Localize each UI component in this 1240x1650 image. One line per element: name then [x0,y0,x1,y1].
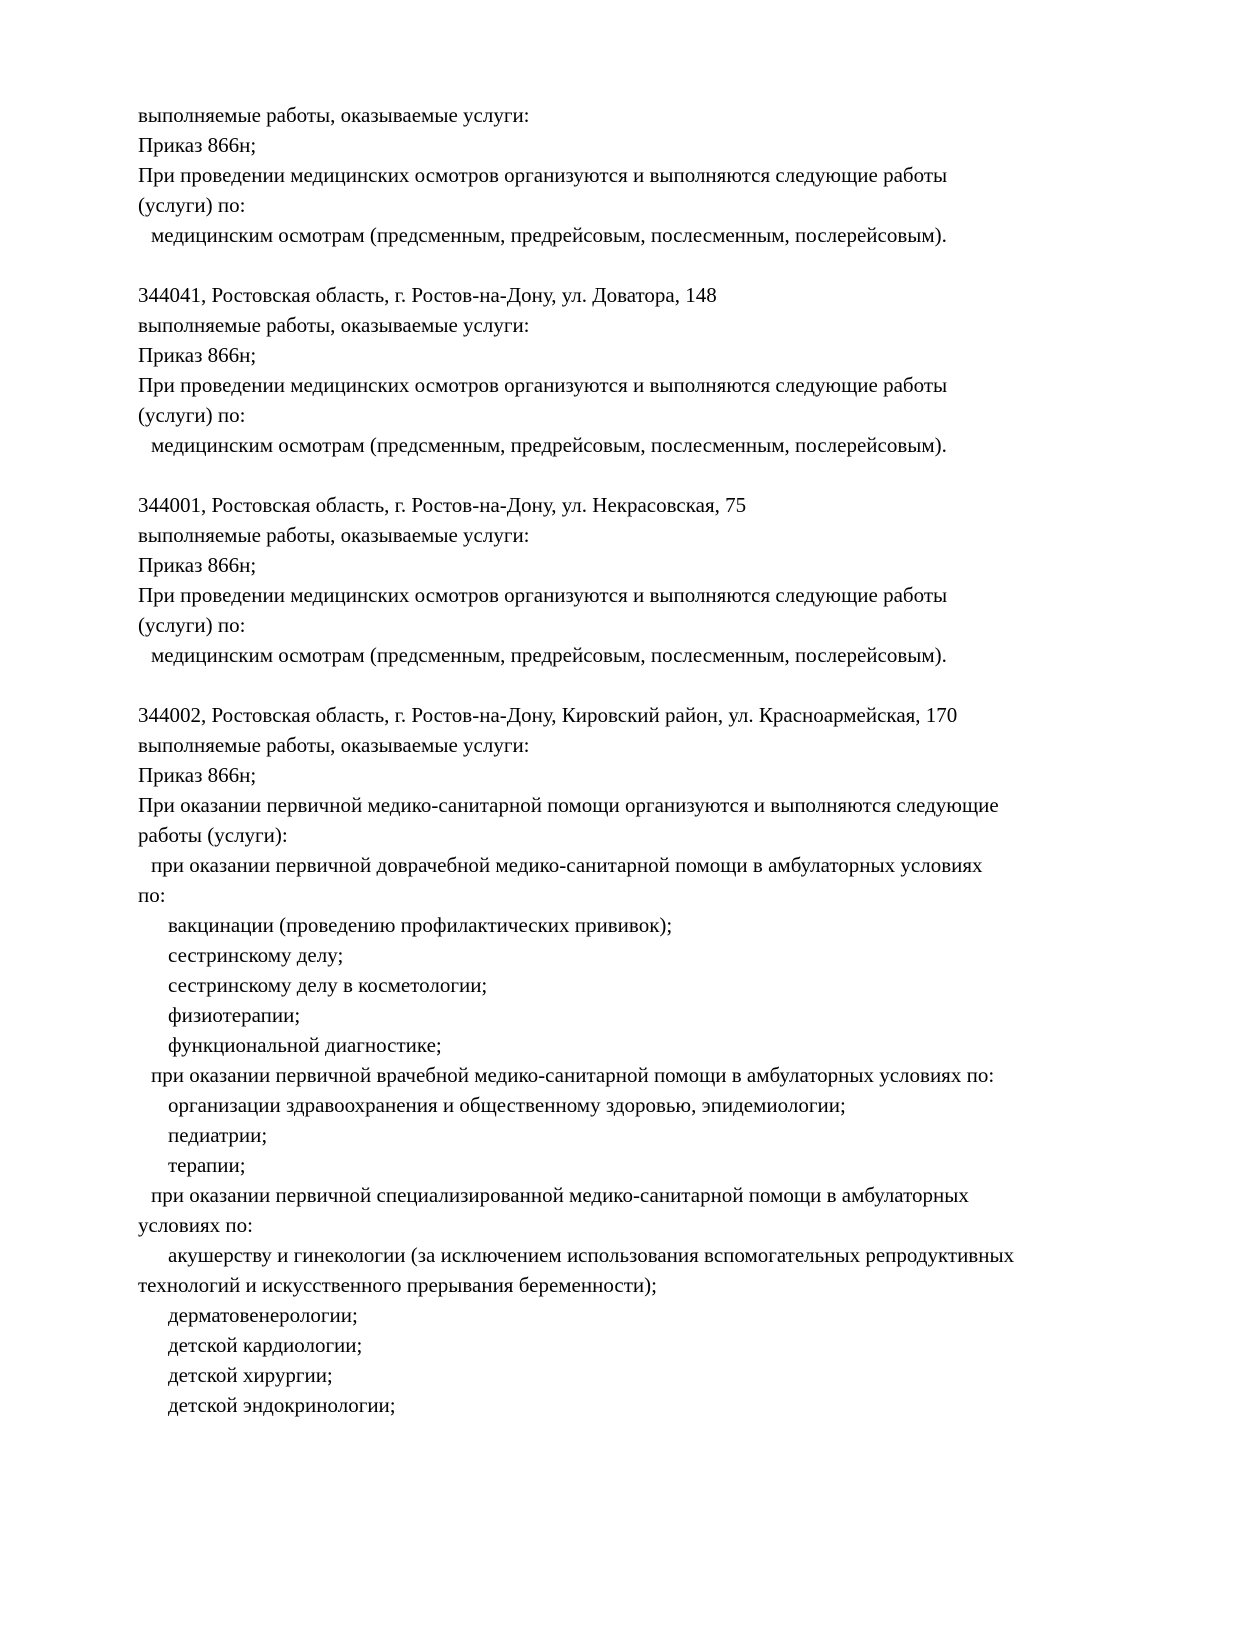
text-line: детской хирургии; [168,1363,333,1387]
text-line: сестринскому делу; [168,943,344,967]
text-line: технологий и искусственного прерывания беременности); [138,1273,657,1297]
text-line: физиотерапии; [168,1003,301,1027]
text-line: медицинским осмотрам (предсменным, предрейсовым, послесменным, послерейсовым). [151,223,947,247]
text-line: при оказании первичной специализированной медико-санитарной помощи в амбулаторных [151,1183,969,1207]
text-line: при оказании первичной врачебной медико-санитарной помощи в амбулаторных условиях по: [151,1063,995,1087]
text-line: 344041, Ростовская область, г. Ростов-на-Дону, ул. Доватора, 148 [138,283,717,307]
text-line: акушерству и гинекологии (за исключением использования вспомогательных репродуктивных [168,1243,1015,1267]
text-line: (услуги) по: [138,613,246,637]
text-line: (услуги) по: [138,193,246,217]
text-line: выполняемые работы, оказываемые услуги: [138,313,530,337]
text-line: педиатрии; [168,1123,268,1147]
text-line: при оказании первичной доврачебной медико-санитарной помощи в амбулаторных условиях [151,853,983,877]
text-line: по: [138,883,166,907]
text-line: сестринскому делу в косметологии; [168,973,488,997]
text-line: Приказ 866н; [138,133,257,157]
text-line: условиях по: [138,1213,253,1237]
license-entry-continuation [138,100,1200,250]
text-line: Приказ 866н; [138,763,257,787]
text-line: функциональной диагностике; [168,1033,442,1057]
text-line: терапии; [168,1153,246,1177]
text-line: медицинским осмотрам (предсменным, предрейсовым, послесменным, послерейсовым). [151,643,947,667]
text-line: дерматовенерологии; [168,1303,358,1327]
text-line: Приказ 866н; [138,343,257,367]
text-line: Приказ 866н; [138,553,257,577]
license-entry-344002 [138,700,1200,1420]
license-entry-344001 [138,490,1200,670]
text-line: 344002, Ростовская область, г. Ростов-на-Дону, Кировский район, ул. Красноармейская, 170 [138,703,958,727]
text-line: При проведении медицинских осмотров организуются и выполняются следующие работы [138,163,948,187]
text-line: выполняемые работы, оказываемые услуги: [138,103,530,127]
text-line: детской кардиологии; [168,1333,363,1357]
text-line: При проведении медицинских осмотров организуются и выполняются следующие работы [138,583,948,607]
text-line: работы (услуги): [138,823,288,847]
text-line: 344001, Ростовская область, г. Ростов-на-Дону, ул. Некрасовская, 75 [138,493,747,517]
license-entry-344041 [138,280,1200,460]
text-line: При проведении медицинских осмотров организуются и выполняются следующие работы [138,373,948,397]
text-line: выполняемые работы, оказываемые услуги: [138,733,530,757]
text-line: медицинским осмотрам (предсменным, предрейсовым, послесменным, послерейсовым). [151,433,947,457]
text-line: При оказании первичной медико-санитарной помощи организуются и выполняются следующие [138,793,999,817]
text-line: вакцинации (проведению профилактических прививок); [168,913,673,937]
text-line: организации здравоохранения и общественному здоровью, эпидемиологии; [168,1093,846,1117]
text-line: выполняемые работы, оказываемые услуги: [138,523,530,547]
document-content [138,100,1200,1420]
text-line: (услуги) по: [138,403,246,427]
text-line: детской эндокринологии; [168,1393,396,1417]
